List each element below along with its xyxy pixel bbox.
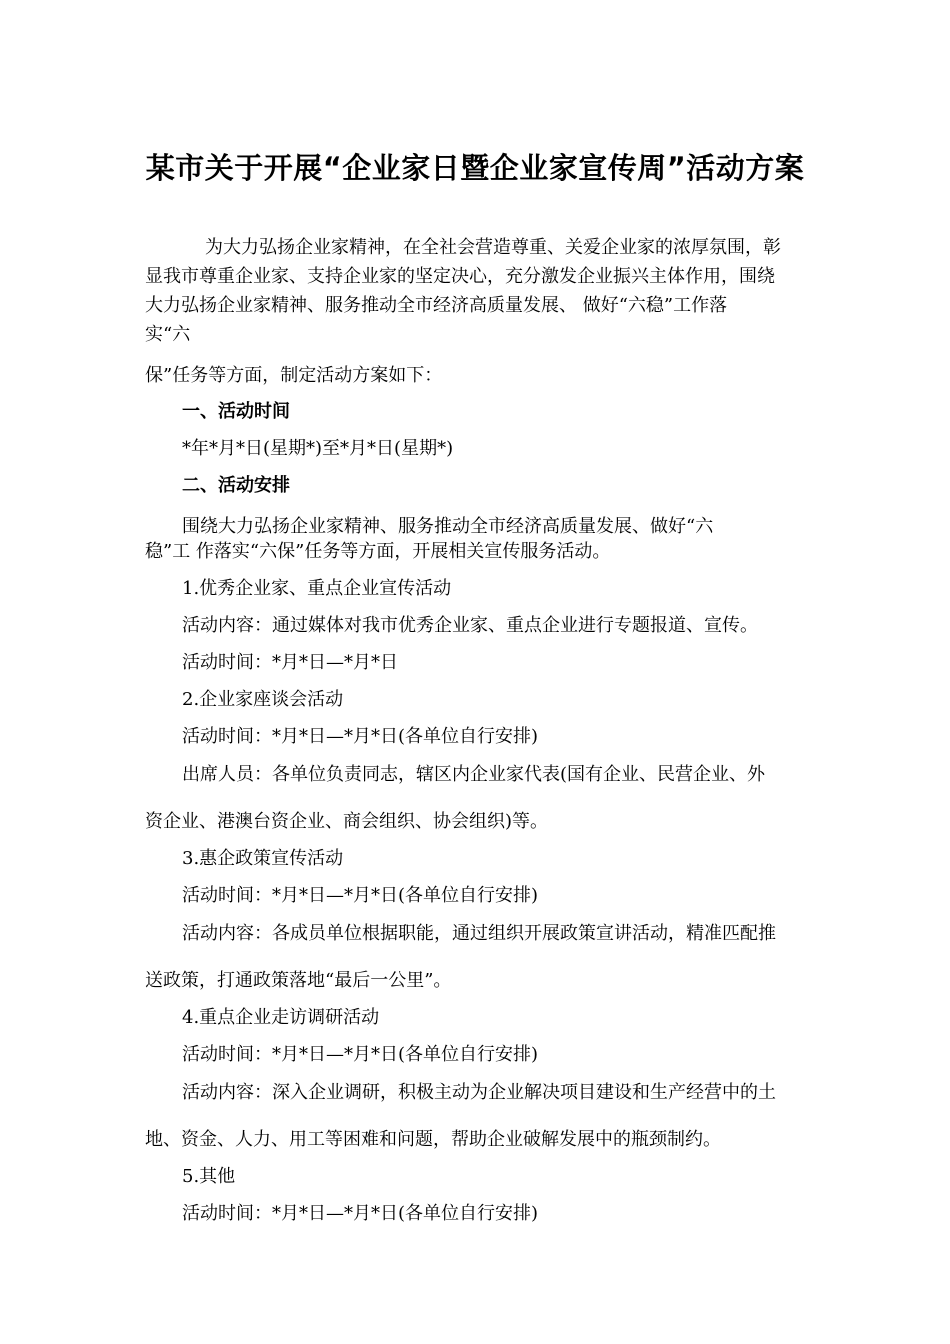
item-1-time: 活动时间：*月*日—*月*日 bbox=[182, 652, 398, 673]
section-heading-time: 一、活动时间 bbox=[182, 401, 290, 422]
item-2-title: 2.企业家座谈会活动 bbox=[182, 689, 344, 710]
item-2-attendees-line-1: 出席人员：各单位负责同志，辖区内企业家代表(国有企业、民营企业、外 bbox=[182, 764, 766, 785]
item-4-time: 活动时间：*月*日—*月*日(各单位自行安排) bbox=[182, 1044, 539, 1065]
document-title: 某市关于开展“企业家日暨企业家宣传周”活动方案 bbox=[145, 151, 805, 185]
intro-line-1: 为大力弘扬企业家精神，在全社会营造尊重、关爱企业家的浓厚氛围，彰 bbox=[205, 237, 781, 258]
item-2-attendees-line-2: 资企业、港澳台资企业、商会组织、协会组织)等。 bbox=[145, 811, 549, 832]
section-heading-arrangement: 二、活动安排 bbox=[182, 475, 290, 496]
item-5-title: 5.其他 bbox=[182, 1166, 236, 1187]
item-5-time: 活动时间：*月*日—*月*日(各单位自行安排) bbox=[182, 1203, 539, 1224]
arrangement-intro-line-2: 稳”工 作落实“六保”任务等方面，开展相关宣传服务活动。 bbox=[145, 541, 611, 562]
item-3-time: 活动时间：*月*日—*月*日(各单位自行安排) bbox=[182, 885, 539, 906]
item-4-content-line-1: 活动内容：深入企业调研，积极主动为企业解决项目建设和生产经营中的土 bbox=[182, 1082, 776, 1103]
item-1-title: 1.优秀企业家、重点企业宣传活动 bbox=[182, 578, 452, 599]
intro-line-5: 保”任务等方面，制定活动方案如下： bbox=[145, 365, 443, 386]
item-4-title: 4.重点企业走访调研活动 bbox=[182, 1007, 380, 1028]
activity-time-range: *年*月*日(星期*)至*月*日(星期*) bbox=[182, 438, 454, 459]
intro-line-3: 大力弘扬企业家精神、服务推动全市经济高质量发展、 做好“六稳”工作落 bbox=[145, 295, 728, 316]
item-3-content-line-1: 活动内容：各成员单位根据职能，通过组织开展政策宣讲活动，精准匹配推 bbox=[182, 923, 776, 944]
intro-line-4: 实“六 bbox=[145, 324, 191, 345]
item-4-content-line-2: 地、资金、人力、用工等困难和问题，帮助企业破解发展中的瓶颈制约。 bbox=[145, 1129, 721, 1150]
item-3-content-line-2: 送政策，打通政策落地“最后一公里”。 bbox=[145, 970, 452, 991]
item-3-title: 3.惠企政策宣传活动 bbox=[182, 848, 344, 869]
item-1-content: 活动内容：通过媒体对我市优秀企业家、重点企业进行专题报道、宣传。 bbox=[182, 615, 758, 636]
arrangement-intro-line-1: 围绕大力弘扬企业家精神、服务推动全市经济高质量发展、做好“六 bbox=[182, 516, 714, 537]
item-2-time: 活动时间：*月*日—*月*日(各单位自行安排) bbox=[182, 726, 539, 747]
intro-line-2: 显我市尊重企业家、支持企业家的坚定决心，充分激发企业振兴主体作用，围绕 bbox=[145, 266, 775, 287]
